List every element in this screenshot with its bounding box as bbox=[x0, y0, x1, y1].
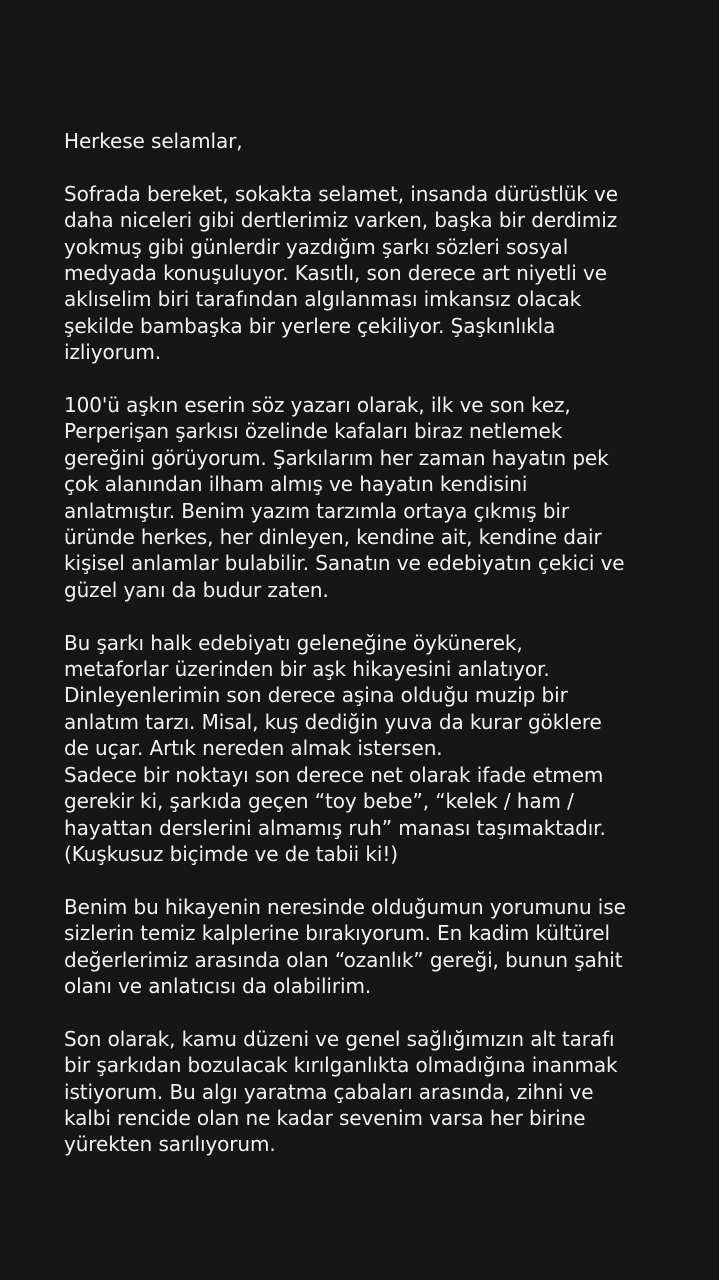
line: kalbi rencide olan ne kadar sevenim varsa her birine bbox=[64, 1105, 586, 1130]
line: üründe herkes, her dinleyen, kendine ait, kendine dair bbox=[64, 525, 602, 550]
paragraph-5 bbox=[64, 1026, 664, 1158]
line: şekilde bambaşka bir yerlere çekiliyor. Şaşkınlıkla bbox=[64, 313, 556, 338]
line: olanı ve anlatıcısı da olabilirim. bbox=[64, 973, 372, 998]
paragraph-3 bbox=[64, 630, 664, 868]
line: Sofrada bereket, sokakta selamet, insanda dürüstlük ve bbox=[64, 181, 618, 206]
line: gerekir ki, şarkıda geçen “toy bebe”, “kelek / ham / bbox=[64, 789, 574, 814]
line: daha niceleri gibi dertlerimiz varken, başka bir derdimiz bbox=[64, 208, 618, 233]
paragraph-2 bbox=[64, 392, 664, 603]
line: aklıselim biri tarafından algılanması imkansız olacak bbox=[64, 287, 582, 312]
statement-text bbox=[64, 128, 664, 1184]
line: Son olarak, kamu düzeni ve genel sağlığımızın alt tarafı bbox=[64, 1026, 615, 1051]
line: anlatmıştır. Benim yazım tarzımla ortaya çıkmış bir bbox=[64, 498, 569, 523]
line: istiyorum. Bu algı yaratma çabaları arasında, zihni ve bbox=[64, 1079, 594, 1104]
line: izliyorum. bbox=[64, 340, 161, 365]
line: medyada konuşuluyor. Kasıtlı, son derece art niyetli ve bbox=[64, 261, 607, 286]
line: de uçar. Artık nereden almak istersen. bbox=[64, 736, 443, 761]
greeting: Herkese selamlar, bbox=[64, 129, 243, 153]
line: kişisel anlamlar bulabilir. Sanatın ve edebiyatın çekici ve bbox=[64, 551, 625, 576]
line: gereğini görüyorum. Şarkılarım her zaman hayatın pek bbox=[64, 445, 609, 470]
line: Bu şarkı halk edebiyatı geleneğine öykünerek, bbox=[64, 630, 523, 655]
line: güzel yanı da budur zaten. bbox=[64, 577, 329, 602]
line: bir şarkıdan bozulacak kırılganlıkta olmadığına inanmak bbox=[64, 1053, 618, 1078]
line: 100'ü aşkın eserin söz yazarı olarak, ilk ve son kez, bbox=[64, 393, 571, 418]
line: değerlerimiz arasında olan “ozanlık” gereği, bunun şahit bbox=[64, 947, 623, 972]
paragraph-4 bbox=[64, 894, 664, 1000]
line: yokmuş gibi günlerdir yazdığım şarkı sözleri sosyal bbox=[64, 234, 569, 259]
line: anlatım tarzı. Misal, kuş dediğin yuva da kurar göklere bbox=[64, 709, 602, 734]
line: Perperişan şarkısı özelinde kafaları biraz netlemek bbox=[64, 419, 563, 444]
line: metaforlar üzerinden bir aşk hikayesini anlatıyor. bbox=[64, 657, 550, 682]
paragraph-1 bbox=[64, 181, 664, 366]
line: yürekten sarılıyorum. bbox=[64, 1132, 276, 1157]
line: çok alanından ilham almış ve hayatın kendisini bbox=[64, 472, 528, 497]
line: Sadece bir noktayı son derece net olarak ifade etmem bbox=[64, 762, 604, 787]
line: hayattan derslerini almamış ruh” manası taşımaktadır. bbox=[64, 815, 606, 840]
line: sizlerin temiz kalplerine bırakıyorum. En kadim kültürel bbox=[64, 921, 610, 946]
line: Benim bu hikayenin neresinde olduğumun yorumunu ise bbox=[64, 894, 626, 919]
line: Dinleyenlerimin son derece aşina olduğu muzip bir bbox=[64, 683, 568, 708]
line: (Kuşkusuz biçimde ve de tabii ki!) bbox=[64, 841, 398, 866]
